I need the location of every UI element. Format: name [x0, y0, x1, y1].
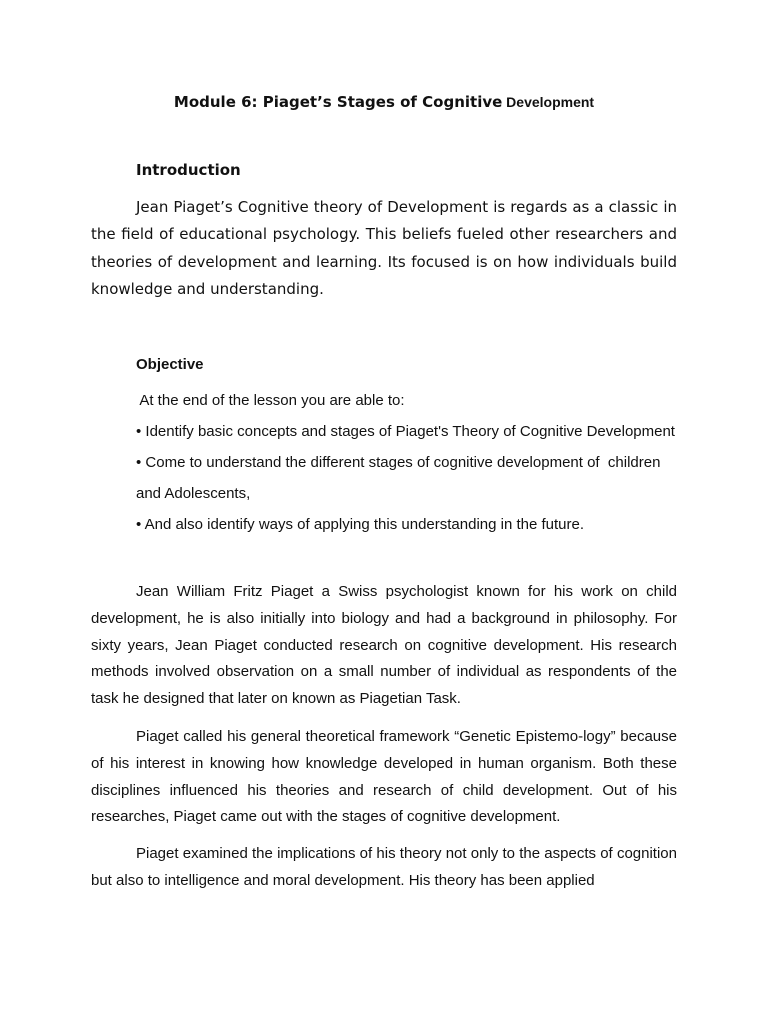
- body-paragraph-2: Piaget called his general theoretical framework “Genetic Epistemo-logy” because of his interest in knowing how knowledge developed in human organism. Both these disciplines influenced his theories and research of child development. Out of his researches, Piaget came out with the stages of cognitive development.: [91, 728, 677, 826]
- body-paragraph-1: Jean William Fritz Piaget a Swiss psychologist known for his work on child development, he is also initially into biology and had a background in philosophy. For sixty years, Jean Piaget conducted research on cognitive development. His research methods involved observation on a small number of individual as respondents of the task he designed that later on known as Piagetian Task.: [91, 583, 677, 708]
- objective-heading: Objective: [136, 356, 204, 373]
- title-main: Module 6: Piaget’s Stages of Cognitive: [173, 93, 503, 111]
- objective-bullet-2: • Come to understand the different stages of cognitive development of children: [136, 454, 661, 471]
- introduction-heading: Introduction: [136, 161, 241, 179]
- body-paragraph-3: Piaget examined the implications of his theory not only to the aspects of cognition but also to intelligence and moral development. His theory has been applied: [91, 845, 677, 889]
- page-title: [0, 92, 768, 112]
- objective-bullet-1: • Identify basic concepts and stages of Piaget's Theory of Cognitive Development: [136, 423, 675, 440]
- objective-bullet-3: • And also identify ways of applying this understanding in the future.: [136, 516, 585, 533]
- introduction-paragraph: Jean Piaget’s Cognitive theory of Development is regards as a classic in the field of educational psychology. This beliefs fueled other researchers and theories of development and learning. Its focused is on how individuals build knowledge and understanding.: [91, 198, 677, 298]
- objective-bullet-2-continued: and Adolescents,: [136, 485, 251, 502]
- objective-lead: At the end of the lesson you are able to:: [136, 392, 405, 409]
- title-tail: Development: [502, 94, 595, 110]
